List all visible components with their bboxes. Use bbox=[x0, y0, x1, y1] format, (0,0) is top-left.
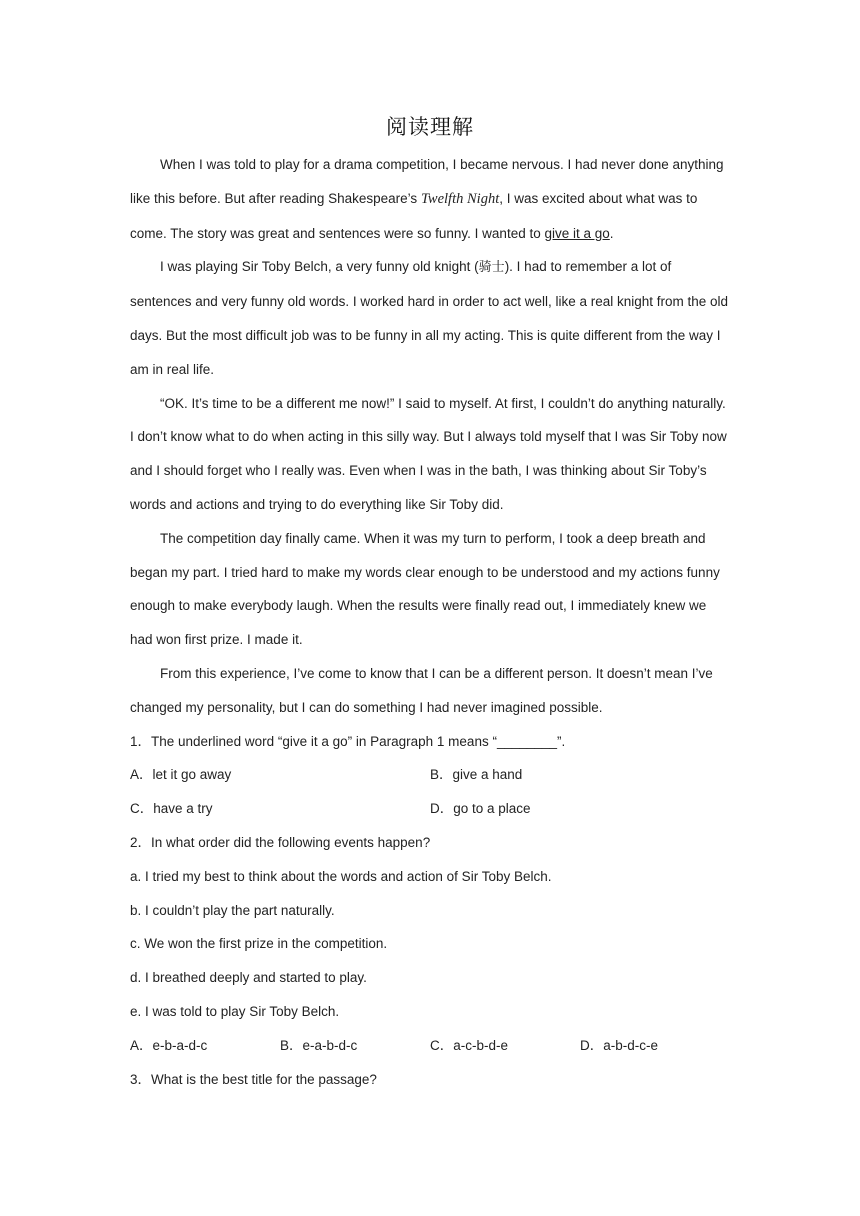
page-title: 阅读理解 bbox=[386, 115, 474, 139]
question-1-options-row-1 bbox=[130, 758, 730, 792]
knight-chinese-gloss: 骑士 bbox=[478, 260, 505, 276]
question-1-stem: 1．The underlined word “give it a go” in Paragraph 1 means “________”. bbox=[130, 733, 566, 749]
paragraph-2-text-a: I was playing Sir Toby Belch, a very funny old knight ( bbox=[160, 259, 479, 275]
paragraph-2 bbox=[130, 250, 730, 386]
question-2-event-e: e. I was told to play Sir Toby Belch. bbox=[130, 1003, 340, 1019]
paragraph-1 bbox=[130, 148, 730, 250]
question-2-event-c: c. We won the first prize in the competition. bbox=[130, 936, 388, 952]
question-2-event-a: a. I tried my best to think about the words and action of Sir Toby Belch. bbox=[130, 868, 552, 884]
question-2-option-a: A．e-b-a-d-c bbox=[130, 1037, 208, 1053]
book-title: Twelfth Night bbox=[420, 190, 500, 207]
question-2-options bbox=[130, 1029, 730, 1063]
paragraph-3: “OK. It’s time to be a different me now!” I said to myself. At first, I couldn’t do anything naturally. I don’t know what to do when acting in this silly way. But I always told myself that I was Sir Toby now and I should forget who I really was. Even when I was in the bath, I was thinking about Sir Toby’s words and actions and trying to do everything like Sir Toby did. bbox=[130, 395, 727, 512]
question-1-option-d: D．go to a place bbox=[430, 801, 531, 817]
paragraph-2-text-b: ). I had to remember a lot of sentences and very funny old words. I worked hard in order to act well, like a real knight from the old days. But the most difficult job was to be funny in all my acting. This is quite different from the way I am in real life. bbox=[130, 259, 729, 377]
paragraph-5: From this experience, I’ve come to know that I can be a different person. It doesn’t mean I’ve changed my personality, but I can do something I had never imagined possible. bbox=[130, 665, 713, 715]
question-3-stem: 3．What is the best title for the passage? bbox=[130, 1071, 377, 1087]
question-2-event-d: d. I breathed deeply and started to play. bbox=[130, 970, 367, 986]
question-2-option-b: B．e-a-b-d-c bbox=[280, 1037, 358, 1053]
paragraph-1-text-b: , I was excited about what was to come. The story was great and sentences were so funny. I wanted to bbox=[130, 190, 698, 241]
paragraph-4: The competition day finally came. When it was my turn to perform, I took a deep breath and began my part. I tried hard to make my words clear enough to be understood and my actions funny enough to make everybody laugh. When the results were finally read out, I immediately knew we had won first prize. I made it. bbox=[130, 530, 720, 648]
paragraph-1-text-c: . bbox=[609, 225, 614, 241]
document-page bbox=[130, 108, 730, 1096]
question-2-event-b: b. I couldn’t play the part naturally. bbox=[130, 902, 335, 918]
question-1-option-c: C．have a try bbox=[130, 801, 213, 817]
paragraph-1-text-a: When I was told to play for a drama competition, I became nervous. I had never done anything like this before. But after reading Shakespeare’s bbox=[130, 157, 724, 206]
question-2-stem: 2．In what order did the following events happen? bbox=[130, 834, 431, 850]
question-1-option-a: A．let it go away bbox=[130, 767, 232, 783]
question-1-option-b: B．give a hand bbox=[430, 767, 523, 783]
underlined-phrase: give it a go bbox=[544, 225, 610, 241]
question-2-option-c: C．a-c-b-d-e bbox=[430, 1037, 509, 1053]
question-2-option-d: D．a-b-d-c-e bbox=[580, 1037, 659, 1053]
question-1-options-row-2 bbox=[130, 792, 730, 826]
